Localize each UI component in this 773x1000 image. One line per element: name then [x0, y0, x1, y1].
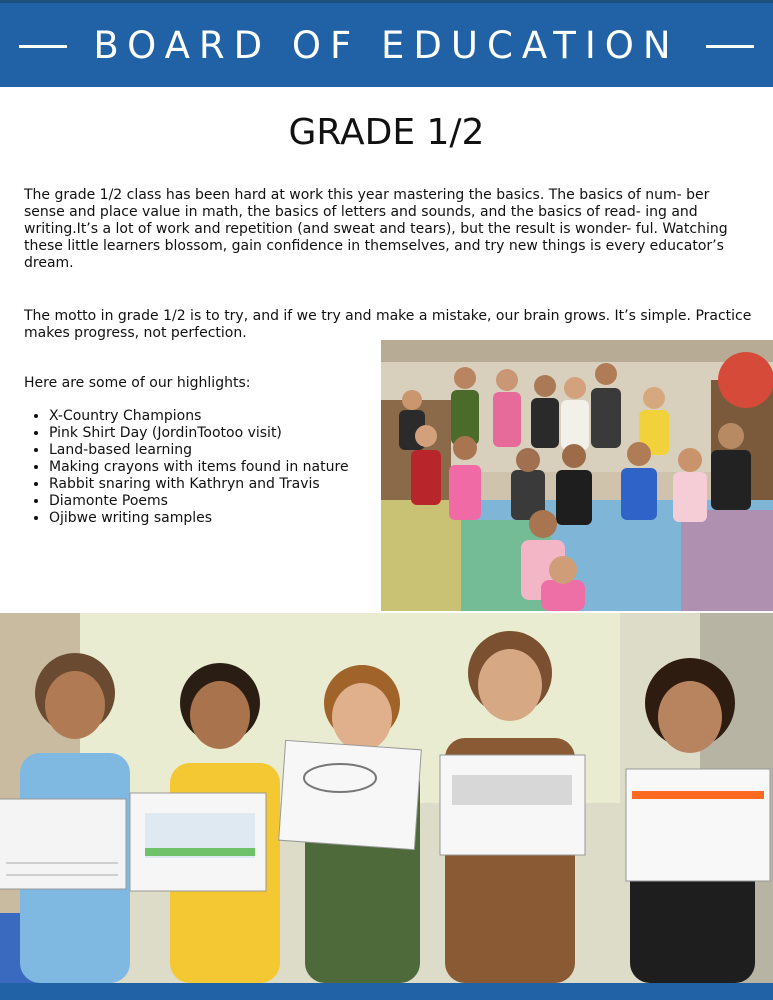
intro-paragraph: The grade 1/2 class has been hard at work this year mastering the basics. The basics of num- ber sense and place value in math, the basics of letters and sounds, and the basics of read- ing and writing.It’s a lot of work and repetition (and sweat and tears), but the result is wonder- ful. Watching these little learners blossom, gain confidence in themselves, and try new things is every educator’s dream.	[24, 187, 728, 271]
highlight-item: • X-Country Champions	[49, 408, 349, 425]
page-title: GRADE 1/2	[288, 112, 485, 153]
header-dash-left	[19, 45, 67, 48]
motto-paragraph: The motto in grade 1/2 is to try, and if we try and make a mistake, our brain grows. It’s simple. Practice makes progress, not perfection.	[24, 308, 752, 341]
highlight-item: • Land-based learning	[49, 442, 349, 459]
highlight-item: • Rabbit snaring with Kathryn and Travis	[49, 476, 349, 493]
highlight-item: • Ojibwe writing samples	[49, 510, 349, 527]
highlights-list	[24, 408, 349, 527]
highlight-item: • Pink Shirt Day (JordinTootoo visit)	[49, 425, 349, 442]
header-dash-right	[706, 45, 754, 48]
header-title: BOARD OF EDUCATION	[93, 23, 680, 67]
highlight-item: • Making crayons with items found in nature	[49, 459, 349, 476]
footer-bar	[0, 983, 773, 1000]
class-group-photo	[381, 340, 773, 611]
highlights-intro: Here are some of our highlights:	[24, 375, 251, 391]
header-banner	[0, 0, 773, 87]
highlight-item: • Diamonte Poems	[49, 493, 349, 510]
students-holding-writing-photo	[0, 613, 773, 983]
